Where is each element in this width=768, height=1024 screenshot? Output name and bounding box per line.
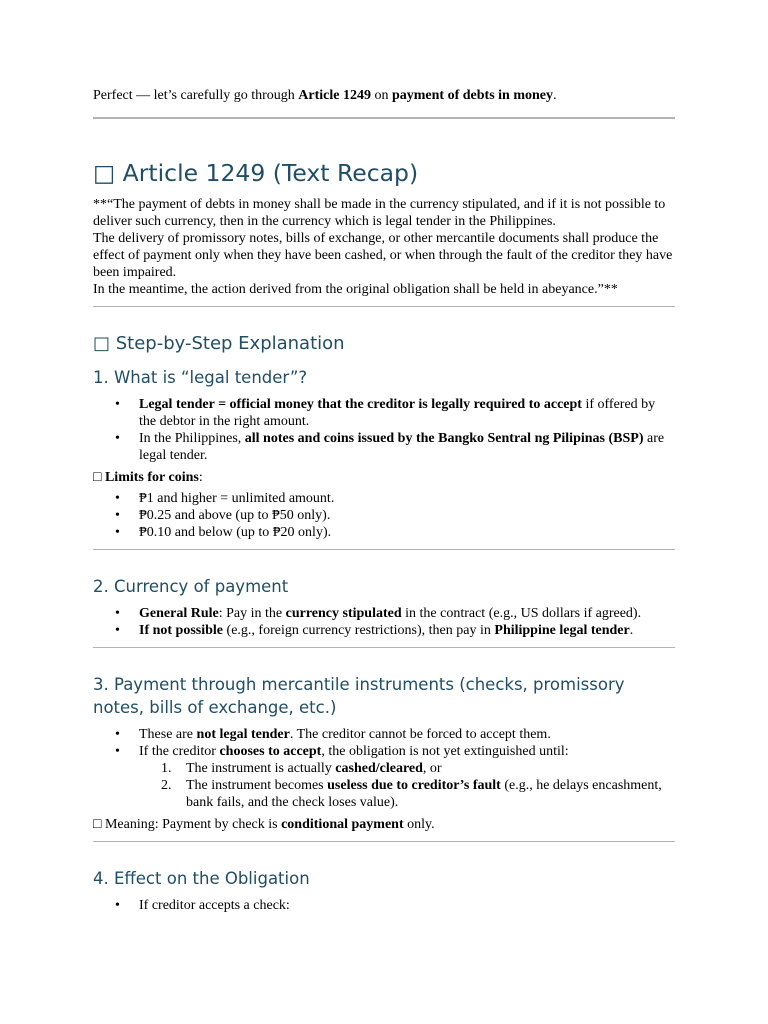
bold-text: conditional payment [281,817,404,832]
divider [93,647,675,648]
text: only. [403,817,435,832]
bold-text: chooses to accept [219,744,322,759]
list-item [93,430,675,464]
list-item [93,743,675,760]
bold-text: Legal tender = official money that the creditor is legally required to accept [139,397,582,412]
text: in the contract (e.g., US dollars if agreed). [401,606,642,621]
divider [93,841,675,842]
bold-text: useless due to creditor’s fault [327,778,501,793]
article-paragraph: **“The payment of debts in money shall be made in the currency stipulated, and if it is not possible to deliver such currency, then in the currency which is legal tender in the Philippines. [93,197,666,229]
text: , the obligation is not yet extinguished until: [321,744,569,759]
coin-limits-list [93,490,675,541]
bold-text: Philippine legal tender [494,623,630,638]
bold-text: not legal tender [196,727,290,742]
text: : [198,470,203,485]
divider [93,306,675,307]
bold-text: currency stipulated [285,606,402,621]
text: The instrument becomes [186,778,328,793]
intro-paragraph [93,87,675,104]
divider [93,117,675,119]
meaning-note [93,816,675,833]
section-3-heading: 3. Payment through mercantile instruments (checks, promissory notes, bills of exchange, etc.) [93,675,625,717]
list-number: 2. [161,778,172,793]
text: . [629,623,634,638]
bold-text: cashed/cleared [335,761,423,776]
instruments-list [93,726,675,760]
list-item [139,777,675,811]
article-paragraph: The delivery of promissory notes, bills of exchange, or other mercantile documents shall produce the effect of payment only when they have been cashed, or when through the fault of the creditor they have been impaired. [93,231,673,280]
section-4-heading: 4. Effect on the Obligation [93,869,310,888]
currency-list [93,605,675,639]
intro-text: on [370,88,392,103]
explanation-heading: □ Step-by-Step Explanation [93,333,345,354]
list-item [93,622,675,639]
intro-article-ref: Article 1249 [298,88,371,103]
text: □ Meaning: Payment by check is [93,817,282,832]
list-item [139,760,675,777]
text: . The creditor cannot be forced to accept them. [289,727,551,742]
text: These are [139,727,197,742]
bold-text: all notes and coins issued by the Bangko Sentral ng Pilipinas (BSP) [244,431,644,446]
text: (e.g., foreign currency restrictions), then pay in [223,623,495,638]
list-number: 1. [161,761,172,776]
document-body [93,87,675,914]
bold-text: If not possible [139,623,224,638]
list-item: • ₱0.25 and above (up to ₱50 only). [93,507,675,524]
text: (e.g., he delays encashment, bank fails, and the check loses value). [186,778,662,810]
text: are legal tender. [139,431,665,463]
text: The instrument is actually [186,761,336,776]
legal-tender-list [93,396,675,464]
section-2-heading: 2. Currency of payment [93,577,289,596]
intro-topic: payment of debts in money [391,88,553,103]
conditions-list [139,760,675,811]
text: □ [93,470,105,485]
bold-text: General Rule [139,606,219,621]
list-item [93,726,675,743]
list-item: • If creditor accepts a check: [93,897,675,914]
article-heading: □ Article 1249 (Text Recap) [93,159,419,187]
intro-text: Perfect — let’s carefully go through [93,88,299,103]
section-1-heading: 1. What is “legal tender”? [93,368,308,387]
article-text [93,196,675,298]
text: In the Philippines, [139,431,245,446]
text: , or [422,761,442,776]
list-item: • ₱1 and higher = unlimited amount. [93,490,675,507]
list-item: • ₱0.10 and below (up to ₱20 only). [93,524,675,541]
article-paragraph: In the meantime, the action derived from the original obligation shall be held in abeyance.”** [93,282,618,297]
text: If the creditor [139,744,220,759]
effect-list [93,897,675,914]
text: : Pay in the [218,606,286,621]
divider [93,549,675,550]
limits-label [93,469,675,486]
list-item [93,396,675,430]
bold-text: Limits for coins [104,470,199,485]
intro-text: . [553,88,557,103]
text: if offered by the debtor in the right amount. [139,397,656,429]
list-item [93,605,675,622]
